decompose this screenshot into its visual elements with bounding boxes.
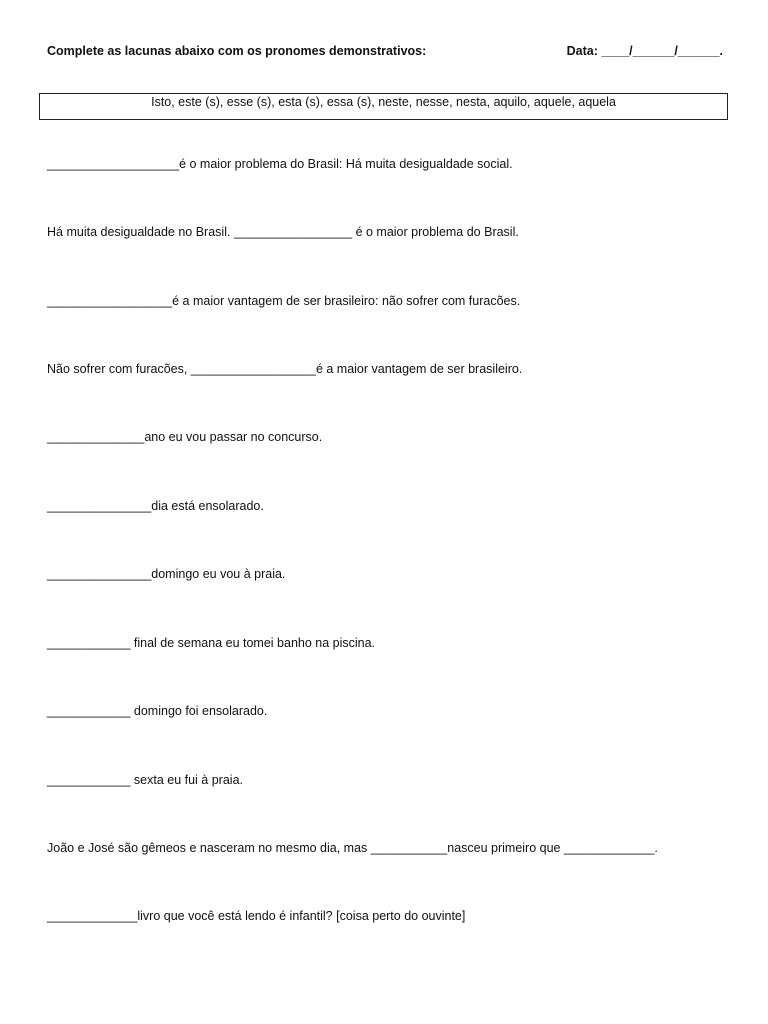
exercise-11: João e José são gêmeos e nasceram no mesmo dia, mas ___________nasceu primeiro que _____________. bbox=[47, 841, 658, 855]
date-field: Data: ____/______/______. bbox=[566, 44, 723, 58]
exercise-4: Não sofrer com furacões, __________________é a maior vantagem de ser brasileiro. bbox=[47, 362, 523, 376]
exercise-9: ____________ domingo foi ensolarado. bbox=[47, 704, 268, 718]
exercise-6: _______________dia está ensolarado. bbox=[47, 499, 264, 513]
pronoun-word-bank: Isto, este (s), esse (s), esta (s), essa (s), neste, nesse, nesta, aquilo, aquele, aquela bbox=[39, 93, 728, 120]
worksheet-instructions: Complete as lacunas abaixo com os pronomes demonstrativos: bbox=[47, 44, 427, 58]
exercise-12: _____________livro que você está lendo é infantil? [coisa perto do ouvinte] bbox=[47, 909, 466, 923]
exercise-7: _______________domingo eu vou à praia. bbox=[47, 567, 286, 581]
worksheet-header bbox=[47, 44, 723, 62]
exercise-5: ______________ano eu vou passar no concurso. bbox=[47, 430, 323, 444]
exercise-3: __________________é a maior vantagem de ser brasileiro: não sofrer com furacões. bbox=[47, 294, 521, 308]
exercise-2: Há muita desigualdade no Brasil. _________________ é o maior problema do Brasil. bbox=[47, 225, 519, 239]
exercise-10: ____________ sexta eu fui à praia. bbox=[47, 773, 243, 787]
exercise-8: ____________ final de semana eu tomei banho na piscina. bbox=[47, 636, 376, 650]
exercise-1: ___________________é o maior problema do Brasil: Há muita desigualdade social. bbox=[47, 157, 513, 171]
